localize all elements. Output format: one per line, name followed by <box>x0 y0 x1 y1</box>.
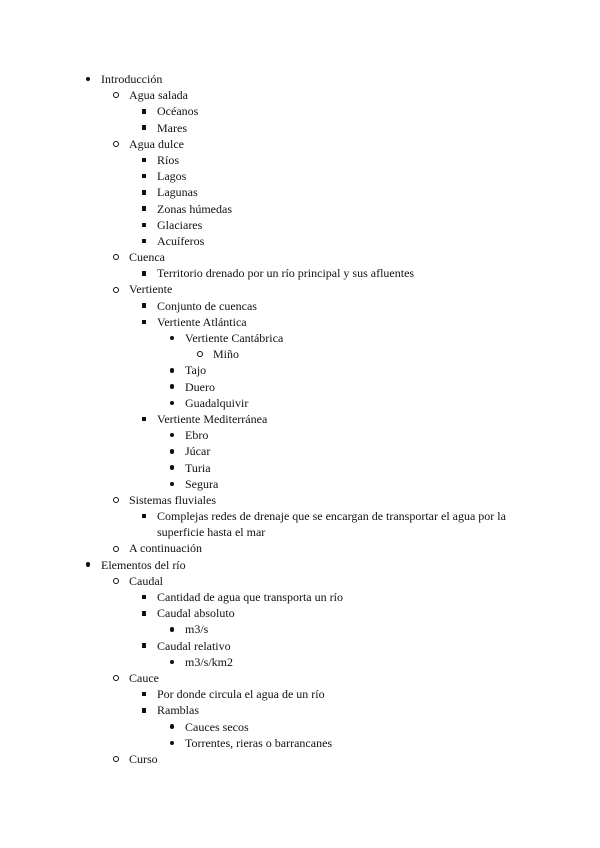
outline-item <box>0 411 600 427</box>
outline-item <box>0 573 600 589</box>
square-bullet-icon <box>138 638 150 654</box>
outline-item-text: Complejas redes de drenaje que se encargan de transportar el agua por la superficie hasta el mar <box>157 509 506 540</box>
outline-item-text: Zonas húmedas <box>157 201 232 216</box>
outline-item-text: Elementos del río <box>101 557 186 572</box>
outline-item-text: Curso <box>129 751 158 766</box>
outline-item <box>0 168 600 184</box>
outline-item-text: Torrentes, rieras o barrancanes <box>185 735 333 750</box>
outline-item <box>0 330 600 346</box>
circle-bullet-icon <box>110 281 122 297</box>
outline-item <box>0 589 600 605</box>
outline-item-text: Caudal relativo <box>157 638 231 653</box>
square-bullet-icon <box>138 233 150 249</box>
circle-bullet-icon <box>110 492 122 508</box>
outline-item <box>0 638 600 654</box>
square-bullet-icon <box>138 184 150 200</box>
outline-item-text: Cauce <box>129 670 159 685</box>
square-bullet-icon <box>138 201 150 217</box>
outline-item <box>0 217 600 233</box>
outline-item <box>0 71 600 87</box>
square-bullet-icon <box>138 103 150 119</box>
circle-bullet-icon <box>110 573 122 589</box>
disc-bullet-icon <box>166 427 178 443</box>
outline-item <box>0 670 600 686</box>
outline-item <box>0 87 600 103</box>
square-bullet-icon <box>138 168 150 184</box>
outline-item <box>0 379 600 395</box>
disc-bullet-icon <box>166 476 178 492</box>
outline-item <box>0 476 600 492</box>
square-bullet-icon <box>138 702 150 718</box>
outline-item-text: Agua salada <box>129 88 188 103</box>
outline-item-text: Mares <box>157 120 187 135</box>
outline-item <box>0 460 600 476</box>
outline-item <box>0 314 600 330</box>
document-outline <box>0 71 600 767</box>
outline-item <box>0 281 600 297</box>
outline-item-text: Vertiente Cantábrica <box>185 331 284 345</box>
square-bullet-icon <box>138 314 150 330</box>
outline-item <box>0 201 600 217</box>
circle-bullet-icon <box>194 346 206 362</box>
disc-bullet-icon <box>166 362 178 378</box>
outline-item <box>0 362 600 378</box>
square-bullet-icon <box>138 508 150 524</box>
disc-bullet-icon <box>82 557 94 573</box>
outline-item-text: Agua dulce <box>129 136 184 151</box>
outline-item-text: Territorio drenado por un río principal y sus afluentes <box>157 266 415 281</box>
outline-item-text: m3/s <box>185 622 209 637</box>
outline-item-text: Duero <box>185 379 215 394</box>
outline-item <box>0 735 600 751</box>
outline-item <box>0 686 600 702</box>
outline-item <box>0 605 600 621</box>
outline-item <box>0 136 600 152</box>
outline-item-text: Océanos <box>157 104 199 119</box>
square-bullet-icon <box>138 120 150 136</box>
disc-bullet-icon <box>166 379 178 395</box>
outline-item-text: Lagunas <box>157 185 198 200</box>
outline-item-text: Lagos <box>157 169 187 184</box>
circle-bullet-icon <box>110 87 122 103</box>
circle-bullet-icon <box>110 540 122 556</box>
outline-item <box>0 621 600 637</box>
outline-item-text: Tajo <box>185 363 207 378</box>
outline-item <box>0 184 600 200</box>
disc-bullet-icon <box>82 71 94 87</box>
outline-item-text: Caudal absoluto <box>157 606 235 621</box>
square-bullet-icon <box>138 298 150 314</box>
disc-bullet-icon <box>166 443 178 459</box>
outline-item-text: Por donde circula el agua de un río <box>157 687 325 702</box>
outline-item-text: Ríos <box>157 152 180 167</box>
outline-item <box>0 557 600 573</box>
square-bullet-icon <box>138 265 150 281</box>
outline-item <box>0 298 600 314</box>
outline-item-text: m3/s/km2 <box>185 654 234 669</box>
square-bullet-icon <box>138 152 150 168</box>
circle-bullet-icon <box>110 249 122 265</box>
circle-bullet-icon <box>110 136 122 152</box>
disc-bullet-icon <box>166 395 178 411</box>
circle-bullet-icon <box>110 670 122 686</box>
square-bullet-icon <box>138 686 150 702</box>
outline-item-text: Vertiente Mediterránea <box>157 411 268 426</box>
outline-item <box>0 492 600 508</box>
outline-item-text: Acuíferos <box>157 233 205 248</box>
outline-item <box>0 751 600 767</box>
square-bullet-icon <box>138 589 150 605</box>
outline-item-text: Turia <box>185 460 211 475</box>
outline-item-text: Cauces secos <box>185 719 249 734</box>
disc-bullet-icon <box>166 460 178 476</box>
outline-item-text: Introducción <box>101 72 163 86</box>
disc-bullet-icon <box>166 330 178 346</box>
outline-item <box>0 540 600 556</box>
outline-item-text: Cantidad de agua que transporta un río <box>157 590 343 605</box>
outline-item <box>0 233 600 249</box>
outline-item <box>0 427 600 443</box>
outline-item-text: Vertiente Atlántica <box>157 314 247 329</box>
outline-item-text: Miño <box>213 347 240 362</box>
outline-item <box>0 719 600 735</box>
disc-bullet-icon <box>166 719 178 735</box>
outline-item <box>0 702 600 718</box>
disc-bullet-icon <box>166 621 178 637</box>
outline-item <box>0 654 600 670</box>
outline-item <box>0 152 600 168</box>
disc-bullet-icon <box>166 735 178 751</box>
outline-item-text: Conjunto de cuencas <box>157 298 257 313</box>
outline-item <box>0 249 600 265</box>
outline-item <box>0 103 600 119</box>
outline-item-text: Júcar <box>185 444 211 459</box>
outline-item-text: Vertiente <box>129 282 173 297</box>
square-bullet-icon <box>138 411 150 427</box>
outline-item <box>0 346 600 362</box>
disc-bullet-icon <box>166 654 178 670</box>
outline-item-text: Sistemas fluviales <box>129 492 216 507</box>
outline-item <box>0 443 600 459</box>
outline-item <box>0 395 600 411</box>
outline-item <box>0 120 600 136</box>
outline-item-text: Ramblas <box>157 703 199 718</box>
outline-item-text: A continuación <box>129 541 202 556</box>
square-bullet-icon <box>138 605 150 621</box>
outline-item-text: Segura <box>185 476 219 491</box>
square-bullet-icon <box>138 217 150 233</box>
outline-item-text: Caudal <box>129 573 163 588</box>
outline-item <box>0 508 600 540</box>
circle-bullet-icon <box>110 751 122 767</box>
outline-item-text: Ebro <box>185 428 209 443</box>
outline-item-text: Guadalquivir <box>185 395 249 410</box>
outline-item <box>0 265 600 281</box>
outline-item-text: Glaciares <box>157 217 203 232</box>
outline-item-text: Cuenca <box>129 250 165 265</box>
